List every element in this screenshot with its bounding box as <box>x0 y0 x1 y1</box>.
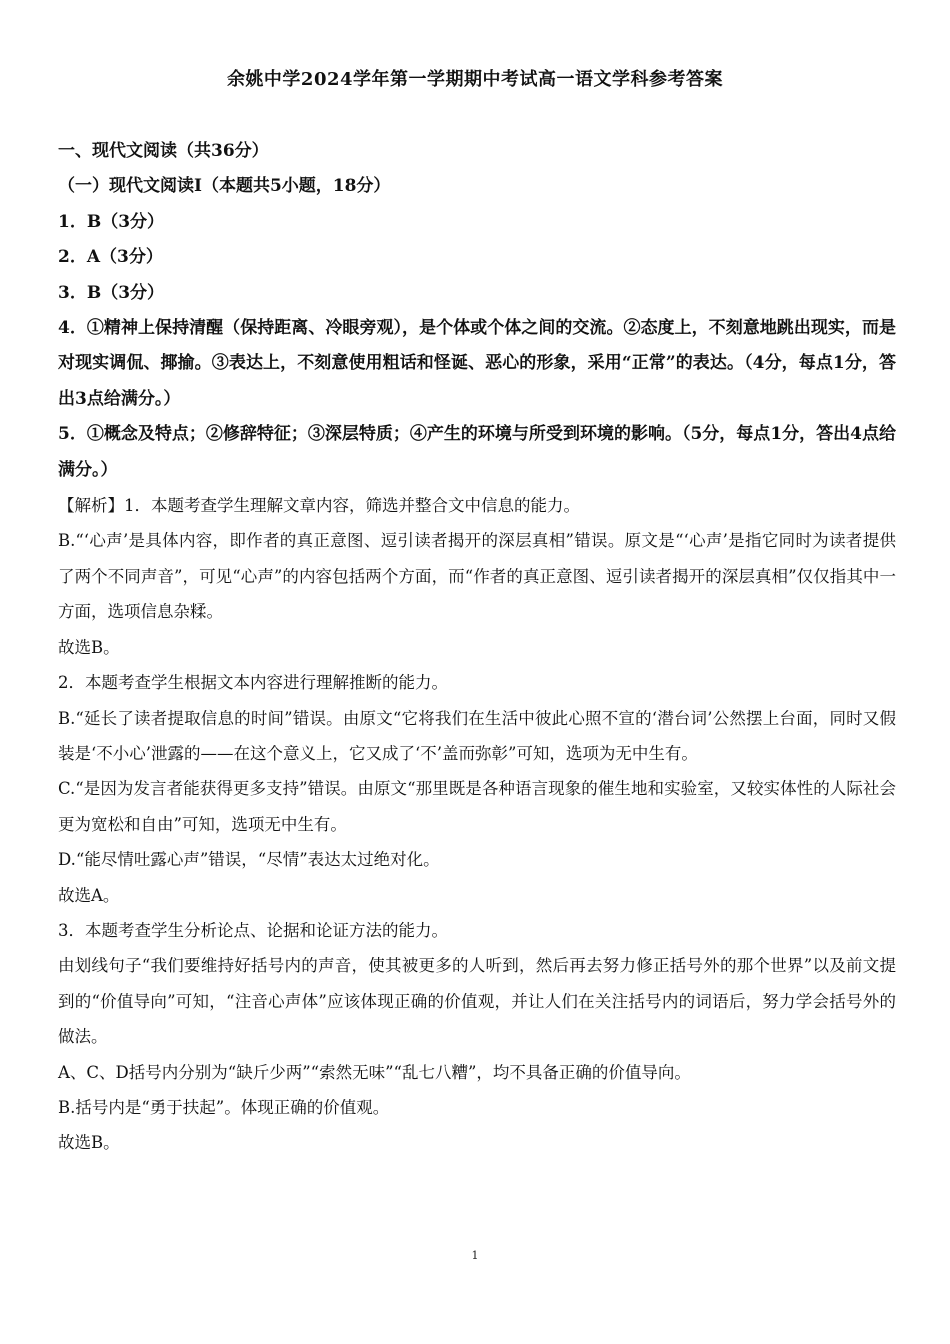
analysis-paragraph: 故选B。 <box>58 1133 120 1153</box>
document-title: 余姚中学2024学年第一学期期中考试高一语文学科参考答案 <box>226 69 724 90</box>
analysis-paragraph: D.“能尽情吐露心声”错误，“尽情”表达太过绝对化。 <box>58 850 440 870</box>
section-subheading: （一）现代文阅读Ⅰ（本题共5小题，18分） <box>58 176 391 197</box>
answer-item: 5．①概念及特点；②修辞特征；③深层特质；④产生的环境与所受到环境的影响。（5分，每点1分，答出4点给满分。） <box>58 424 896 480</box>
analysis-paragraph: A、C、D括号内分别为“缺斤少两”“索然无味”“乱七八糟”，均不具备正确的价值导向。 <box>58 1062 691 1082</box>
analysis-paragraph: 由划线句子“我们要维持好括号内的声音，使其被更多的人听到，然后再去努力修正括号外的那个世界”以及前文提到的“价值导向”可知，“注音心声体”应该体现正确的价值观，并让人们在关注括号内的词语后，努力学会括号外的做法。 <box>58 956 896 1047</box>
analysis-paragraph: 故选A。 <box>58 885 120 905</box>
analysis-paragraph: 2．本题考查学生根据文本内容进行理解推断的能力。 <box>58 673 448 693</box>
document-body <box>58 134 896 1161</box>
answer-item: 2．A（3分） <box>58 247 163 268</box>
analysis-paragraph: C.“是因为发言者能获得更多支持”错误。由原文“那里既是各种语言现象的催生地和实验室，又较实体性的人际社会更为宽松和自由”可知，选项无中生有。 <box>58 779 896 834</box>
analysis-paragraph: B.括号内是“勇于扶起”。体现正确的价值观。 <box>58 1097 390 1117</box>
page-number: 1 <box>471 1249 479 1262</box>
answer-item: 4．①精神上保持清醒（保持距离、冷眼旁观），是个体或个体之间的交流。②态度上，不刻意地跳出现实，而是对现实调侃、揶揄。③表达上，不刻意使用粗话和怪诞、恶心的形象，采用“正常”的表达。（4分，每点1分，答出3点给满分。） <box>58 318 896 409</box>
answer-item: 3．B（3分） <box>58 282 165 303</box>
analysis-paragraph: 【解析】1．本题考查学生理解文章内容，筛选并整合文中信息的能力。 <box>58 496 580 516</box>
analysis-paragraph: B.“‘心声’是具体内容，即作者的真正意图、逗引读者揭开的深层真相”错误。原文是“‘心声’是指它同时为读者提供了两个不同声音”，可见“心声”的内容包括两个方面，而“作者的真正意图、逗引读者揭开的深层真相”仅仅指其中一方面，选项信息杂糅。 <box>58 531 896 622</box>
analysis-paragraph: 故选B。 <box>58 637 120 657</box>
answer-item: 1．B（3分） <box>58 211 165 232</box>
section-heading: 一、现代文阅读（共36分） <box>58 141 269 161</box>
analysis-paragraph: 3．本题考查学生分析论点、论据和论证方法的能力。 <box>58 920 448 940</box>
analysis-paragraph: B.“延长了读者提取信息的时间”错误。由原文“它将我们在生活中彼此心照不宣的‘潜台词’公然摆上台面，同时又假装是‘不小心’泄露的——在这个意义上，它又成了‘不’盖而弥彰”可知，选项为无中生有。 <box>58 708 896 763</box>
